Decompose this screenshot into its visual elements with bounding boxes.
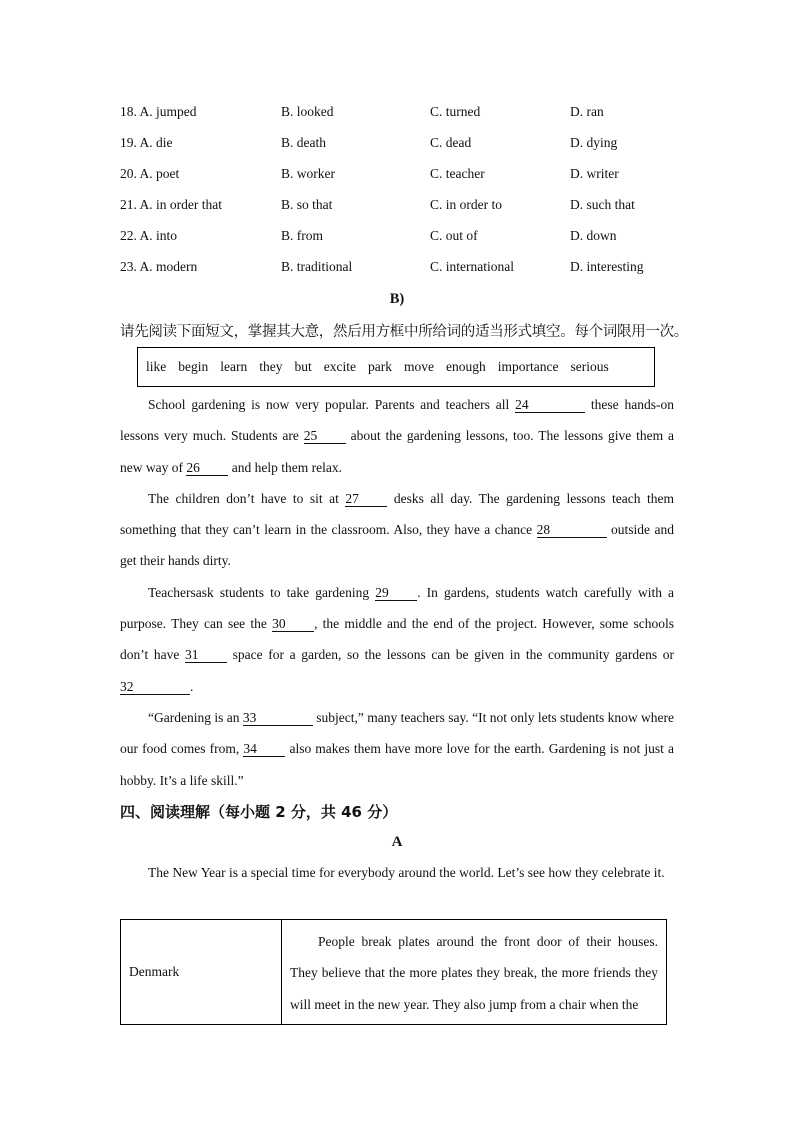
blank-30: 30: [272, 616, 314, 632]
section-b-instruction: 请先阅读下面短文，掌握其大意，然后用方框中所给词的适当形式填空。每个词限用一次。: [120, 324, 688, 340]
word-bank-item: enough: [445, 359, 486, 374]
question-row: [120, 259, 690, 290]
option-b: B. traditional: [281, 259, 353, 274]
option-d: D. interesting: [570, 259, 644, 274]
blank-26: 26: [186, 460, 228, 476]
option-c: C. dead: [430, 135, 472, 150]
country-table: [120, 919, 667, 1025]
option-d: D. writer: [570, 166, 619, 181]
option-c: C. international: [430, 259, 514, 274]
blank-27: 27: [345, 491, 387, 507]
option-d: D. ran: [570, 104, 604, 119]
passage-paragraph: School gardening is now very popular. Parents and teachers all 24 these hands-on lessons very much. Students are 25 about the gardening lessons, too. The lessons give them a new way of 26 and help them relax.: [120, 397, 674, 475]
option-b: B. so that: [281, 197, 333, 212]
reading-section-heading: 四、阅读理解（每小题 2 分，共 46 分）: [120, 803, 398, 821]
option-a: 19. A. die: [120, 135, 173, 150]
option-a: 23. A. modern: [120, 259, 198, 274]
blank-34: 34: [243, 741, 285, 757]
question-row: [120, 135, 690, 166]
option-b: B. worker: [281, 166, 335, 181]
blank-28: 28: [537, 522, 607, 538]
option-d: D. dying: [570, 135, 618, 150]
word-bank-item: they: [259, 359, 283, 374]
option-c: C. out of: [430, 228, 478, 243]
passage-paragraph: The children don’t have to sit at 27 desks all day. The gardening lessons teach them something that they can’t learn in the classroom. Also, they have a chance 28 outside and get their hands dirty.: [120, 490, 674, 569]
option-a: 20. A. poet: [120, 166, 180, 181]
option-c: C. in order to: [430, 197, 502, 212]
option-c: C. teacher: [430, 166, 485, 181]
cloze-passage: [120, 389, 674, 796]
word-bank-box: [137, 347, 655, 387]
section-a-title: A: [391, 834, 403, 850]
blank-29: 29: [375, 585, 417, 601]
word-bank-item: excite: [323, 359, 356, 374]
word-bank-item: but: [294, 359, 312, 374]
section-b-title: B): [389, 291, 405, 307]
reading-intro: The New Year is a special time for everybody around the world. Let’s see how they celebrate it.: [148, 865, 665, 880]
passage-paragraph: Teachersask students to take gardening 29 . In gardens, students watch carefully with a purpose. They can see the 30 , the middle and the end of the project. However, some schools don’t have 31 space for a garden, so the lessons can be given in the community gardens or 32 .: [120, 584, 675, 694]
word-bank-item: begin: [178, 359, 209, 374]
option-c: C. turned: [430, 104, 481, 119]
blank-31: 31: [185, 647, 227, 663]
blank-24: 24: [515, 397, 585, 413]
option-a: 22. A. into: [120, 228, 178, 243]
blank-32: 32: [120, 679, 190, 695]
blank-25: 25: [304, 428, 346, 444]
option-b: B. from: [281, 228, 323, 243]
option-d: D. such that: [570, 197, 635, 212]
description-cell: People break plates around the front door of their houses. They believe that the more plates they break, the more friends they will meet in the new year. They also jump from a chair when the: [290, 934, 658, 1012]
option-a: 18. A. jumped: [120, 104, 197, 119]
word-bank-item: importance: [497, 359, 559, 374]
multiple-choice-options: [120, 104, 690, 290]
option-d: D. down: [570, 228, 617, 243]
question-row: [120, 228, 690, 259]
word-bank-item: serious: [570, 359, 609, 374]
option-b: B. looked: [281, 104, 334, 119]
question-row: [120, 166, 690, 197]
option-a: 21. A. in order that: [120, 197, 222, 212]
country-cell: Denmark: [121, 920, 282, 1024]
passage-paragraph: “Gardening is an 33 subject,” many teachers say. “It not only lets students know where our food comes from, 34 also makes them have more love for the earth. Gardening is not just a hobby. It’s a life skill.”: [120, 709, 675, 788]
question-row: [120, 197, 690, 228]
word-bank-item: move: [403, 359, 434, 374]
word-bank-item: learn: [220, 359, 248, 374]
question-row: [120, 104, 690, 135]
option-b: B. death: [281, 135, 326, 150]
word-bank-item: like: [146, 359, 167, 374]
blank-33: 33: [243, 710, 313, 726]
word-bank-item: park: [367, 359, 392, 374]
